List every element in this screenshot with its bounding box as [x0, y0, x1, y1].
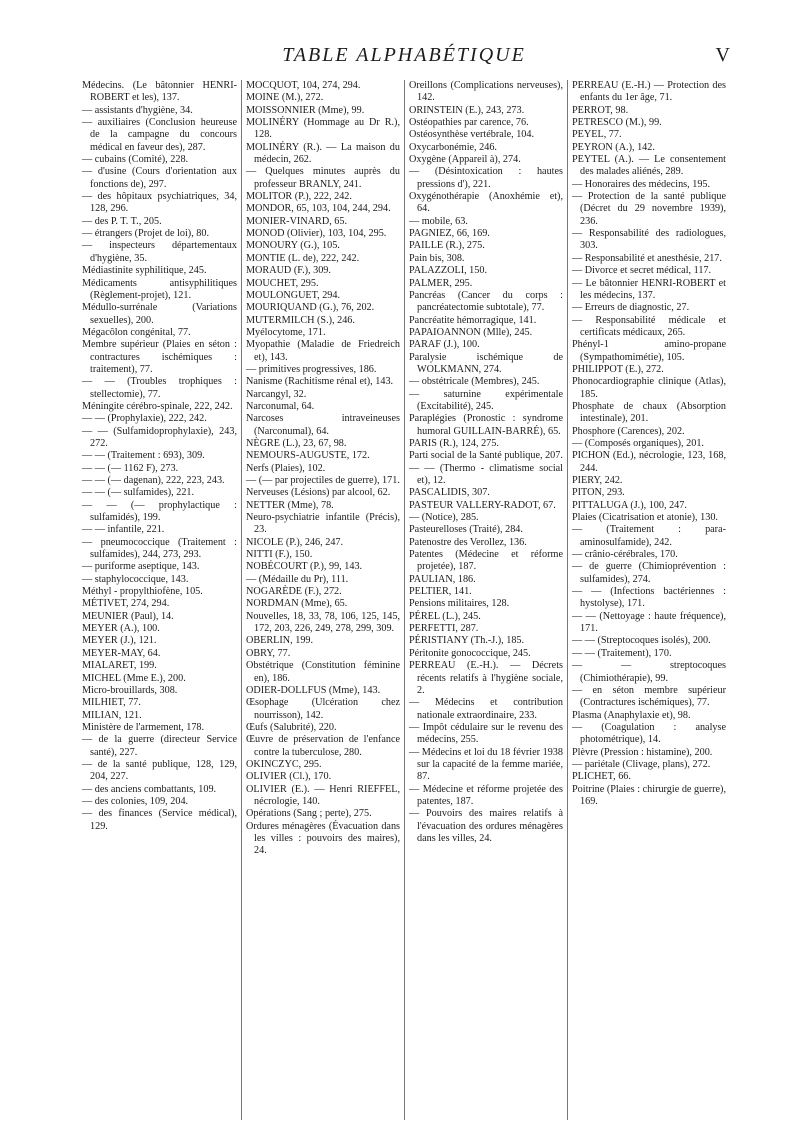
- index-entry: PAPAIOANNON (Mlle), 245.: [409, 326, 533, 338]
- index-entry: — de la guerre (directeur Service santé), 227.: [82, 734, 237, 758]
- index-entry: — — (Streptocoques isolés), 200.: [572, 635, 711, 647]
- index-entry: Patentes (Médecine et réforme projetée), 187.: [409, 549, 563, 573]
- index-entry: Nouvelles, 18, 33, 78, 106, 125, 145, 172, 203, 226, 249, 278, 299, 309.: [246, 610, 400, 635]
- index-entry: Ostéosynthèse vertébrale, 104.: [409, 129, 535, 141]
- index-entry: — — (— 1162 F), 273.: [82, 462, 179, 474]
- index-entry: — Responsabilité et anesthésie, 217.: [572, 252, 722, 264]
- index-entry: PITON, 293.: [572, 487, 625, 499]
- index-entry: MIALARET, 199.: [82, 660, 157, 672]
- index-entry: ORINSTEIN (E.), 243, 273.: [409, 104, 525, 116]
- index-entry: MOCQUOT, 104, 274, 294.: [246, 80, 361, 91]
- index-entry: MONTIE (L. de), 222, 242.: [246, 252, 360, 264]
- index-entry: Obstétrique (Constitution féminine en), 186.: [246, 660, 400, 684]
- index-entry: — mobile, 63.: [409, 215, 468, 227]
- index-entry: — pariétale (Clivage, plans), 272.: [572, 758, 711, 770]
- index-entry: OBRY, 77.: [246, 647, 291, 659]
- index-entry: — crânio-cérébrales, 170.: [572, 549, 678, 561]
- index-entry: PERREAU (E.-H.) — Protection des enfants du 1er âge, 71.: [572, 80, 726, 104]
- index-entry: Ordures ménagères (Évacuation dans les villes : pouvoirs des maires), 24.: [246, 820, 400, 857]
- index-entry: NEMOURS-AUGUSTE, 172.: [246, 450, 370, 462]
- index-entry: — — (— dagenan), 222, 223, 243.: [82, 475, 225, 486]
- index-entry: PEYRON (A.), 142.: [572, 141, 655, 153]
- index-entry: Médicaments antisyphilitiques (Règlement-projet), 121.: [82, 277, 237, 301]
- index-entry: — — (Prophylaxie), 222, 242.: [82, 413, 207, 425]
- index-entry: Parti social de la Santé publique, 207.: [409, 450, 563, 462]
- index-entry: — obstétricale (Membres), 245.: [409, 376, 540, 388]
- index-entry: Méningite cérébro-spinale, 222, 242.: [82, 400, 233, 412]
- index-entry: PALAZZOLI, 150.: [409, 265, 488, 277]
- index-entry: — — (Traitement : 693), 309.: [82, 450, 205, 462]
- index-entry: — auxiliaires (Conclusion heureuse de la campagne du concours médical en faveur des), 287.: [82, 117, 237, 153]
- index-entry: PASCALIDIS, 307.: [409, 487, 490, 499]
- index-entry: Nerfs (Plaies), 102.: [246, 462, 326, 474]
- index-entry: MOULONGUET, 294.: [246, 289, 341, 301]
- index-entry: MEYER (A.), 100.: [82, 623, 160, 635]
- index-entry: OKINCZYC, 295.: [246, 758, 322, 770]
- index-entry: PHILIPPOT (E.), 272.: [572, 363, 664, 375]
- index-entry: Micro-brouillards, 308.: [82, 684, 178, 696]
- index-entry: — — (Thermo - climatisme social et), 12.: [409, 462, 563, 486]
- index-entry: — d'usine (Cours d'orientation aux fonctions de), 297.: [82, 166, 237, 190]
- index-entry: NÈGRE (L.), 23, 67, 98.: [246, 437, 347, 449]
- index-entry: — (— par projectiles de guerre), 171.: [246, 475, 400, 486]
- index-entry: — Quelques minutes auprès du professeur BRANLY, 241.: [246, 166, 400, 190]
- index-entry: Plasma (Anaphylaxie et), 98.: [572, 709, 691, 721]
- index-entry: PERROT, 98.: [572, 104, 629, 116]
- index-entry: MOLINÉRY (R.). — La maison du médecin, 262.: [246, 141, 400, 166]
- index-column-2: [241, 80, 404, 1120]
- index-column-3: [404, 80, 567, 1120]
- index-entry: NOGARÈDE (F.), 272.: [246, 586, 342, 598]
- index-entry: Médiastinite syphilitique, 245.: [82, 265, 207, 277]
- index-entry: PÉRISTIANY (Th.-J.), 185.: [409, 635, 525, 647]
- index-entry: — — infantile, 221.: [82, 524, 165, 536]
- index-entry: Membre supérieur (Plaies en séton : contractures ischémiques : traitement), 77.: [82, 339, 237, 375]
- page-header: [78, 44, 730, 70]
- index-entry: MOLITOR (P.), 222, 242.: [246, 191, 352, 203]
- index-entry: Nanisme (Rachitisme rénal et), 143.: [246, 376, 394, 388]
- index-entry: PÉREL (L.), 245.: [409, 610, 481, 622]
- index-entry: MOISSONNIER (Mme), 99.: [246, 104, 365, 116]
- index-entry: — primitives progressives, 186.: [246, 363, 377, 375]
- index-entry: MORAUD (F.), 309.: [246, 265, 331, 277]
- index-entry: Opérations (Sang ; perte), 275.: [246, 808, 372, 820]
- index-entry: PAILLE (R.), 275.: [409, 240, 485, 252]
- index-entry: Phosphore (Carences), 202.: [572, 425, 685, 437]
- index-entry: NOBÉCOURT (P.), 99, 143.: [246, 561, 363, 573]
- index-entry: PLICHET, 66.: [572, 771, 631, 783]
- index-entry: — — (Troubles trophiques : stellectomie), 77.: [82, 376, 237, 400]
- index-entry: — Médecins et loi du 18 février 1938 sur la capacité de la femme mariée, 87.: [409, 746, 563, 783]
- index-entry: Mégacôlon congénital, 77.: [82, 326, 191, 338]
- index-entry: Pensions militaires, 128.: [409, 598, 510, 610]
- index-entry: Narconumal, 64.: [246, 400, 315, 412]
- index-entry: Médullo-surrénale (Variations sexuelles), 200.: [82, 302, 237, 326]
- index-entry: Poitrine (Plaies : chirurgie de guerre), 169.: [572, 783, 726, 807]
- index-entry: — — (— sulfamides), 221.: [82, 487, 195, 499]
- index-entry: MOINE (M.), 272.: [246, 92, 324, 104]
- index-entry: Œsophage (Ulcération chez nourrisson), 142.: [246, 697, 400, 721]
- index-entry: — cubains (Comité), 228.: [82, 154, 189, 166]
- index-entry: — — (Infections bactériennes : hystolyse), 171.: [572, 586, 726, 610]
- index-entry: PICHON (Ed.), nécrologie, 123, 168, 244.: [572, 450, 726, 474]
- index-entry: Pancréas (Cancer du corps : pancréatectomie subtotale), 77.: [409, 289, 563, 314]
- index-entry: — inspecteurs départementaux d'hygiène, 35.: [82, 240, 237, 264]
- index-entry: — — (Traitement), 170.: [572, 647, 672, 659]
- index-entry: — Médecine et réforme projetée des patentes, 187.: [409, 783, 563, 807]
- index-entry: MEYER-MAY, 64.: [82, 647, 161, 659]
- index-entry: MILHIET, 77.: [82, 697, 141, 709]
- index-entry: PEYEL, 77.: [572, 129, 622, 141]
- index-entry: PEYTEL (A.). — Le consentement des malades aliénés, 289.: [572, 154, 726, 178]
- index-entry: Plaies (Cicatrisation et atonie), 130.: [572, 512, 718, 524]
- index-entry: Patenostre des Verollez, 136.: [409, 536, 527, 548]
- index-entry: MEUNIER (Paul), 14.: [82, 610, 174, 622]
- index-entry: — pneumococcique (Traitement : sulfamides), 244, 273, 293.: [82, 536, 237, 561]
- index-entry: — Erreurs de diagnostic, 27.: [572, 302, 690, 314]
- index-entry: PARAF (J.), 100.: [409, 339, 480, 351]
- index-entry: — Responsabilité médicale et certificats médicaux, 265.: [572, 314, 726, 338]
- index-entry: Narcangyl, 32.: [246, 388, 307, 400]
- index-entry: Ostéopathies par carence, 76.: [409, 117, 529, 129]
- index-entry: Péritonite gonococcique, 245.: [409, 647, 531, 659]
- index-entry: Ministère de l'armement, 178.: [82, 721, 205, 733]
- index-entry: Narcoses intraveineuses (Narconumal), 64.: [246, 413, 400, 437]
- index-entry: Paraplégies (Pronostic : syndrome humoral GUILLAIN-BARRÉ), 65.: [409, 413, 563, 437]
- index-entry: Oxygénothérapie (Anoxhémie et), 64.: [409, 191, 563, 215]
- index-entry: MOURIQUAND (G.), 76, 202.: [246, 302, 375, 314]
- index-entry: — puriforme aseptique, 143.: [82, 561, 200, 573]
- index-entry: NITTI (F.), 150.: [246, 549, 313, 561]
- index-entry: ODIER-DOLLFUS (Mme), 143.: [246, 684, 381, 696]
- index-entry: Phonocardiographie clinique (Atlas), 185.: [572, 376, 726, 400]
- index-entry: — Responsabilité des radiologues, 303.: [572, 228, 726, 252]
- index-entry: Œuvre de préservation de l'enfance contre la tuberculose, 280.: [246, 734, 400, 758]
- index-entry: Neuro-psychiatrie infantile (Précis), 23.: [246, 512, 400, 536]
- index-entry: PERFETTI, 287.: [409, 623, 479, 635]
- index-entry: NETTER (Mme), 78.: [246, 499, 334, 511]
- index-entry: — — (— prophylactique : sulfamidés), 199.: [82, 499, 237, 524]
- index-entry: — Pouvoirs des maires relatifs à l'évacuation des ordures ménagères dans les villes, 24.: [409, 808, 563, 844]
- index-entry: MICHEL (Mme E.), 200.: [82, 672, 186, 684]
- index-entry: PERREAU (E.-H.). — Décrets récents relatifs à l'hygiène sociale, 2.: [409, 660, 563, 696]
- index-entry: Paralysie ischémique de WOLKMANN, 274.: [409, 351, 563, 375]
- index-entry: Nerveuses (Lésions) par alcool, 62.: [246, 487, 391, 499]
- index-column-1: [78, 80, 241, 1120]
- index-entry: — des hôpitaux psychiatriques, 34, 128, 296.: [82, 191, 237, 215]
- index-entry: — en séton membre supérieur (Contractures ischémiques), 77.: [572, 684, 726, 709]
- index-entry: PETRESCO (M.), 99.: [572, 117, 662, 129]
- index-entry: Médecins. (Le bâtonnier HENRI-ROBERT et les), 137.: [82, 80, 237, 104]
- index-entry: MOUCHET, 295.: [246, 277, 319, 289]
- index-entry: PALMER, 295.: [409, 277, 473, 289]
- index-entry: — de la santé publique, 128, 129, 204, 227.: [82, 758, 237, 783]
- index-entry: MÉTIVET, 274, 294.: [82, 598, 170, 610]
- index-entry: — étrangers (Projet de loi), 80.: [82, 228, 210, 240]
- index-entry: MOLINÉRY (Hommage au Dr R.), 128.: [246, 117, 400, 141]
- index-entry: PASTEUR VALLERY-RADOT, 67.: [409, 499, 556, 511]
- index-entry: Plèvre (Pression : histamine), 200.: [572, 746, 713, 758]
- index-entry: — (Coagulation : analyse photométrique), 14.: [572, 721, 726, 746]
- index-entry: — assistants d'hygiène, 34.: [82, 104, 193, 116]
- index-entry: — de guerre (Chimioprévention : sulfamides), 274.: [572, 561, 726, 585]
- index-entry: MONOD (Olivier), 103, 104, 295.: [246, 228, 387, 240]
- index-entry: OBERLIN, 199.: [246, 635, 314, 647]
- index-entry: NORDMAN (Mme), 65.: [246, 598, 348, 610]
- index-entry: Myopathie (Maladie de Friedreich et), 143.: [246, 339, 400, 363]
- index-entry: — (Composés organiques), 201.: [572, 437, 704, 449]
- index-entry: MILIAN, 121.: [82, 709, 142, 721]
- index-entry: NICOLE (P.), 246, 247.: [246, 536, 344, 548]
- index-entry: — Divorce et secret médical, 117.: [572, 265, 712, 277]
- index-entry: — — (Sulfamidoprophylaxie), 243, 272.: [82, 425, 237, 449]
- index-entry: Oxycarbonémie, 246.: [409, 141, 497, 153]
- index-entry: Oreillons (Complications nerveuses), 142.: [409, 80, 563, 104]
- index-entry: — Médecins et contribution nationale extraordinaire, 233.: [409, 697, 563, 721]
- index-entry: — (Médaille du Pr), 111.: [246, 573, 349, 585]
- index-entry: Oxygène (Appareil à), 274.: [409, 154, 521, 166]
- index-entry: — des colonies, 109, 204.: [82, 795, 189, 807]
- index-entry: PAULIAN, 186.: [409, 573, 476, 585]
- index-entry: — Le bâtonnier HENRI-ROBERT et les médecins, 137.: [572, 277, 726, 301]
- index-column-4: [567, 80, 730, 1120]
- index-entry: Pasteurelloses (Traité), 284.: [409, 524, 523, 536]
- index-entry: Pain bis, 308.: [409, 252, 465, 264]
- index-entry: PITTALUGA (J.), 100, 247.: [572, 499, 687, 511]
- index-entry: — des finances (Service médical), 129.: [82, 808, 237, 832]
- index-entry: Pancréatite hémorragique, 141.: [409, 314, 537, 326]
- index-entry: PIERY, 242.: [572, 475, 623, 486]
- index-entry: Myélocytome, 171.: [246, 326, 326, 338]
- index-entry: Œufs (Salubrité), 220.: [246, 721, 337, 733]
- index-entry: — Protection de la santé publique (Décret du 29 novembre 1939), 236.: [572, 191, 726, 227]
- page-title: TABLE ALPHABÉTIQUE: [282, 44, 526, 66]
- index-entry: PARIS (R.), 124, 275.: [409, 437, 499, 449]
- index-entry: PAGNIEZ, 66, 169.: [409, 228, 490, 240]
- index-entry: — des anciens combattants, 109.: [82, 783, 217, 795]
- index-entry: MONOURY (G.), 105.: [246, 240, 340, 252]
- index-entry: — (Notice), 285.: [409, 512, 479, 524]
- index-entry: — Impôt cédulaire sur le revenu des médecins, 255.: [409, 721, 563, 746]
- index-entry: — saturnine expérimentale (Excitabilité), 245.: [409, 388, 563, 412]
- index-entry: — staphylococcique, 143.: [82, 573, 189, 585]
- index-entry: — des P. T. T., 205.: [82, 215, 162, 227]
- index-entry: Phényl-1 amino-propane (Sympathomimétie), 105.: [572, 339, 726, 363]
- index-entry: Méthyl - propylthiofène, 105.: [82, 586, 203, 598]
- index-entry: MONIER-VINARD, 65.: [246, 215, 348, 227]
- index-entry: OLIVIER (Cl.), 170.: [246, 771, 332, 783]
- index-entry: Phosphate de chaux (Absorption intestinale), 201.: [572, 400, 726, 425]
- index-entry: MUTERMILCH (S.), 246.: [246, 314, 355, 326]
- index-entry: — (Désintoxication : hautes pressions d'), 221.: [409, 166, 563, 190]
- index-entry: — — (Nettoyage : haute fréquence), 171.: [572, 610, 726, 635]
- index-entry: — — streptocoques (Chimiothérapie), 99.: [572, 660, 726, 684]
- index-columns: [78, 80, 730, 1120]
- index-entry: MEYER (J.), 121.: [82, 635, 157, 647]
- page-number: V: [715, 44, 730, 66]
- index-entry: — (Traitement : para-aminosulfamide), 242.: [572, 524, 726, 548]
- index-entry: MONDOR, 65, 103, 104, 244, 294.: [246, 203, 391, 215]
- index-entry: PELTIER, 141.: [409, 586, 472, 598]
- index-entry: OLIVIER (E.). — Henri RIEFFEL, nécrologie, 140.: [246, 783, 400, 807]
- index-entry: — Honoraires des médecins, 195.: [572, 178, 711, 190]
